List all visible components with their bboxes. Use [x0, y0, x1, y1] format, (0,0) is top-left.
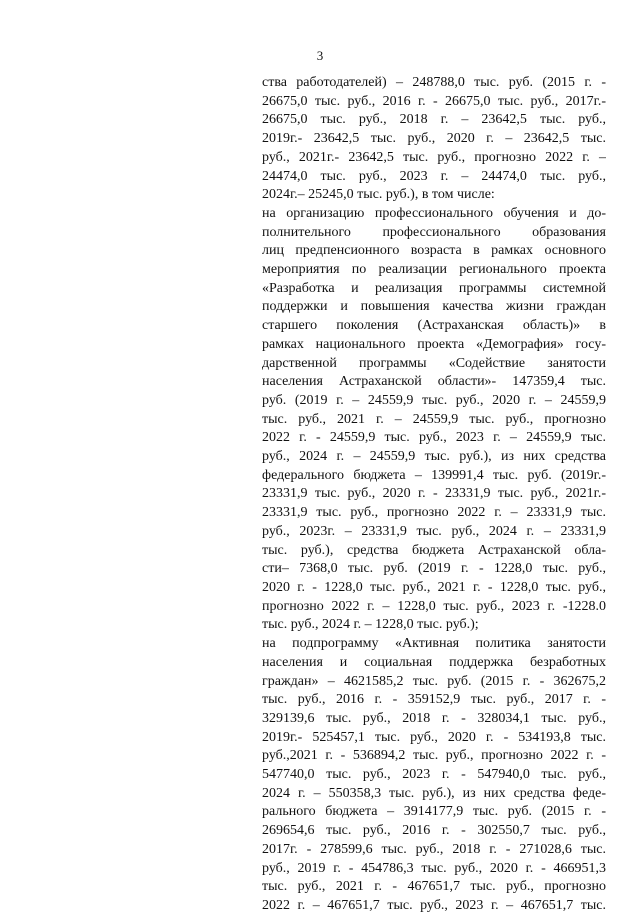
- text-line: граждан» – 4621585,2 тыс. руб. (2015 г. - 362675,2: [262, 673, 606, 689]
- text-line: старшего поколения (Астраханская область)» в: [262, 318, 606, 334]
- text-line: лиц предпенсионного возраста в рамках основного: [262, 243, 606, 259]
- text-line: тыс. руб., 2021 г. – 24559,9 тыс. руб., прогнозно: [262, 411, 606, 427]
- text-line: поддержки и повышения качества жизни граждан: [262, 299, 606, 315]
- text-line: сти– 7368,0 тыс. руб. (2019 г. - 1228,0 тыс. руб.,: [262, 561, 606, 577]
- text-line: «Разработка и реализация программы системной: [262, 280, 606, 296]
- text-line: руб., 2021г.- 23642,5 тыс. руб., прогнозно 2022 г. –: [262, 149, 606, 165]
- text-line: 2017г. - 278599,6 тыс. руб., 2018 г. - 271028,6 тыс.: [262, 841, 606, 857]
- paragraph-budget-employers: [262, 74, 606, 205]
- text-line: полнительного профессионального образования: [262, 224, 606, 240]
- paragraph-active-employment-policy: [262, 635, 606, 916]
- text-line: рального бюджета – 3914177,9 тыс. руб. (2015 г. -: [262, 804, 606, 820]
- text-line: 2019г.- 525457,1 тыс. руб., 2020 г. - 534193,8 тыс.: [262, 729, 606, 745]
- text-line: мероприятия по реализации регионального проекта: [262, 262, 606, 278]
- text-line: 23331,9 тыс. руб., прогнозно 2022 г. – 23331,9 тыс.: [262, 505, 606, 521]
- text-line: 2022 г. - 24559,9 тыс. руб., 2023 г. – 24559,9 тыс.: [262, 430, 606, 446]
- text-line: населения и социальная поддержка безработных: [262, 654, 606, 670]
- text-line: тыс. руб., 2021 г. - 467651,7 тыс. руб., прогнозно: [262, 879, 606, 895]
- text-line: тыс. руб., 2016 г. - 359152,9 тыс. руб., 2017 г. -: [262, 692, 606, 708]
- text-line: ства работодателей) – 248788,0 тыс. руб. (2015 г. -: [262, 75, 606, 90]
- text-line: 2024г.– 25245,0 тыс. руб.), в том числе:: [262, 187, 495, 203]
- text-line: прогнозно 2022 г. – 1228,0 тыс. руб., 2023 г. -1228.0: [262, 598, 606, 614]
- text-line: 547740,0 тыс. руб., 2023 г. - 547940,0 тыс. руб.,: [262, 767, 606, 783]
- text-line: 2020 г. - 1228,0 тыс. руб., 2021 г. - 1228,0 тыс. руб.,: [262, 579, 606, 595]
- text-line: руб. (2019 г. – 24559,9 тыс. руб., 2020 г. – 24559,9: [262, 392, 606, 408]
- text-line: 26675,0 тыс. руб., 2018 г. – 23642,5 тыс. руб.,: [262, 112, 606, 128]
- text-line: федерального бюджета – 139991,4 тыс. руб. (2019г.-: [262, 467, 606, 483]
- text-line: тыс. руб., 2024 г. – 1228,0 тыс. руб.);: [262, 617, 479, 633]
- text-line: 26675,0 тыс. руб., 2016 г. - 26675,0 тыс. руб., 2017г.-: [262, 93, 606, 109]
- text-line: руб., 2024 г. – 24559,9 тыс. руб.), из них средства: [262, 449, 606, 465]
- text-line: 24474,0 тыс. руб., 2023 г. – 24474,0 тыс. руб.,: [262, 168, 606, 184]
- text-line: 269654,6 тыс. руб., 2016 г. - 302550,7 тыс. руб.,: [262, 823, 606, 839]
- text-line: 2024 г. – 550358,3 тыс. руб.), из них средства феде-: [262, 785, 606, 801]
- text-line: руб., 2023г. – 23331,9 тыс. руб., 2024 г. – 23331,9: [262, 523, 606, 539]
- text-line: руб., 2019 г. - 454786,3 тыс. руб., 2020 г. - 466951,3: [262, 860, 606, 876]
- text-line: населения Астраханской области»- 147359,4 тыс.: [262, 374, 606, 390]
- text-column: [262, 74, 606, 916]
- paragraph-preretirement-training: [262, 205, 606, 635]
- text-line: 329139,6 тыс. руб., 2018 г. - 328034,1 тыс. руб.,: [262, 710, 606, 726]
- text-line: тыс. руб.), средства бюджета Астраханской обла-: [262, 542, 606, 558]
- text-line: на организацию профессионального обучения и до-: [262, 205, 606, 221]
- text-line: 2019г.- 23642,5 тыс. руб., 2020 г. – 23642,5 тыс.: [262, 131, 606, 147]
- text-line: руб.,2021 г. - 536894,2 тыс. руб., прогнозно 2022 г. -: [262, 748, 606, 764]
- page-number: 3: [316, 48, 324, 63]
- text-line: рамках национального проекта «Демография» госу-: [262, 336, 606, 352]
- text-line: на подпрограмму «Активная политика занятости: [262, 636, 606, 652]
- text-line: 2022 г. – 467651,7 тыс. руб., 2023 г. – 467651,7 тыс.: [262, 897, 606, 913]
- text-line: дарственной программы «Содействие занятости: [262, 355, 606, 371]
- text-line: 23331,9 тыс. руб., 2020 г. - 23331,9 тыс. руб., 2021г.-: [262, 486, 606, 502]
